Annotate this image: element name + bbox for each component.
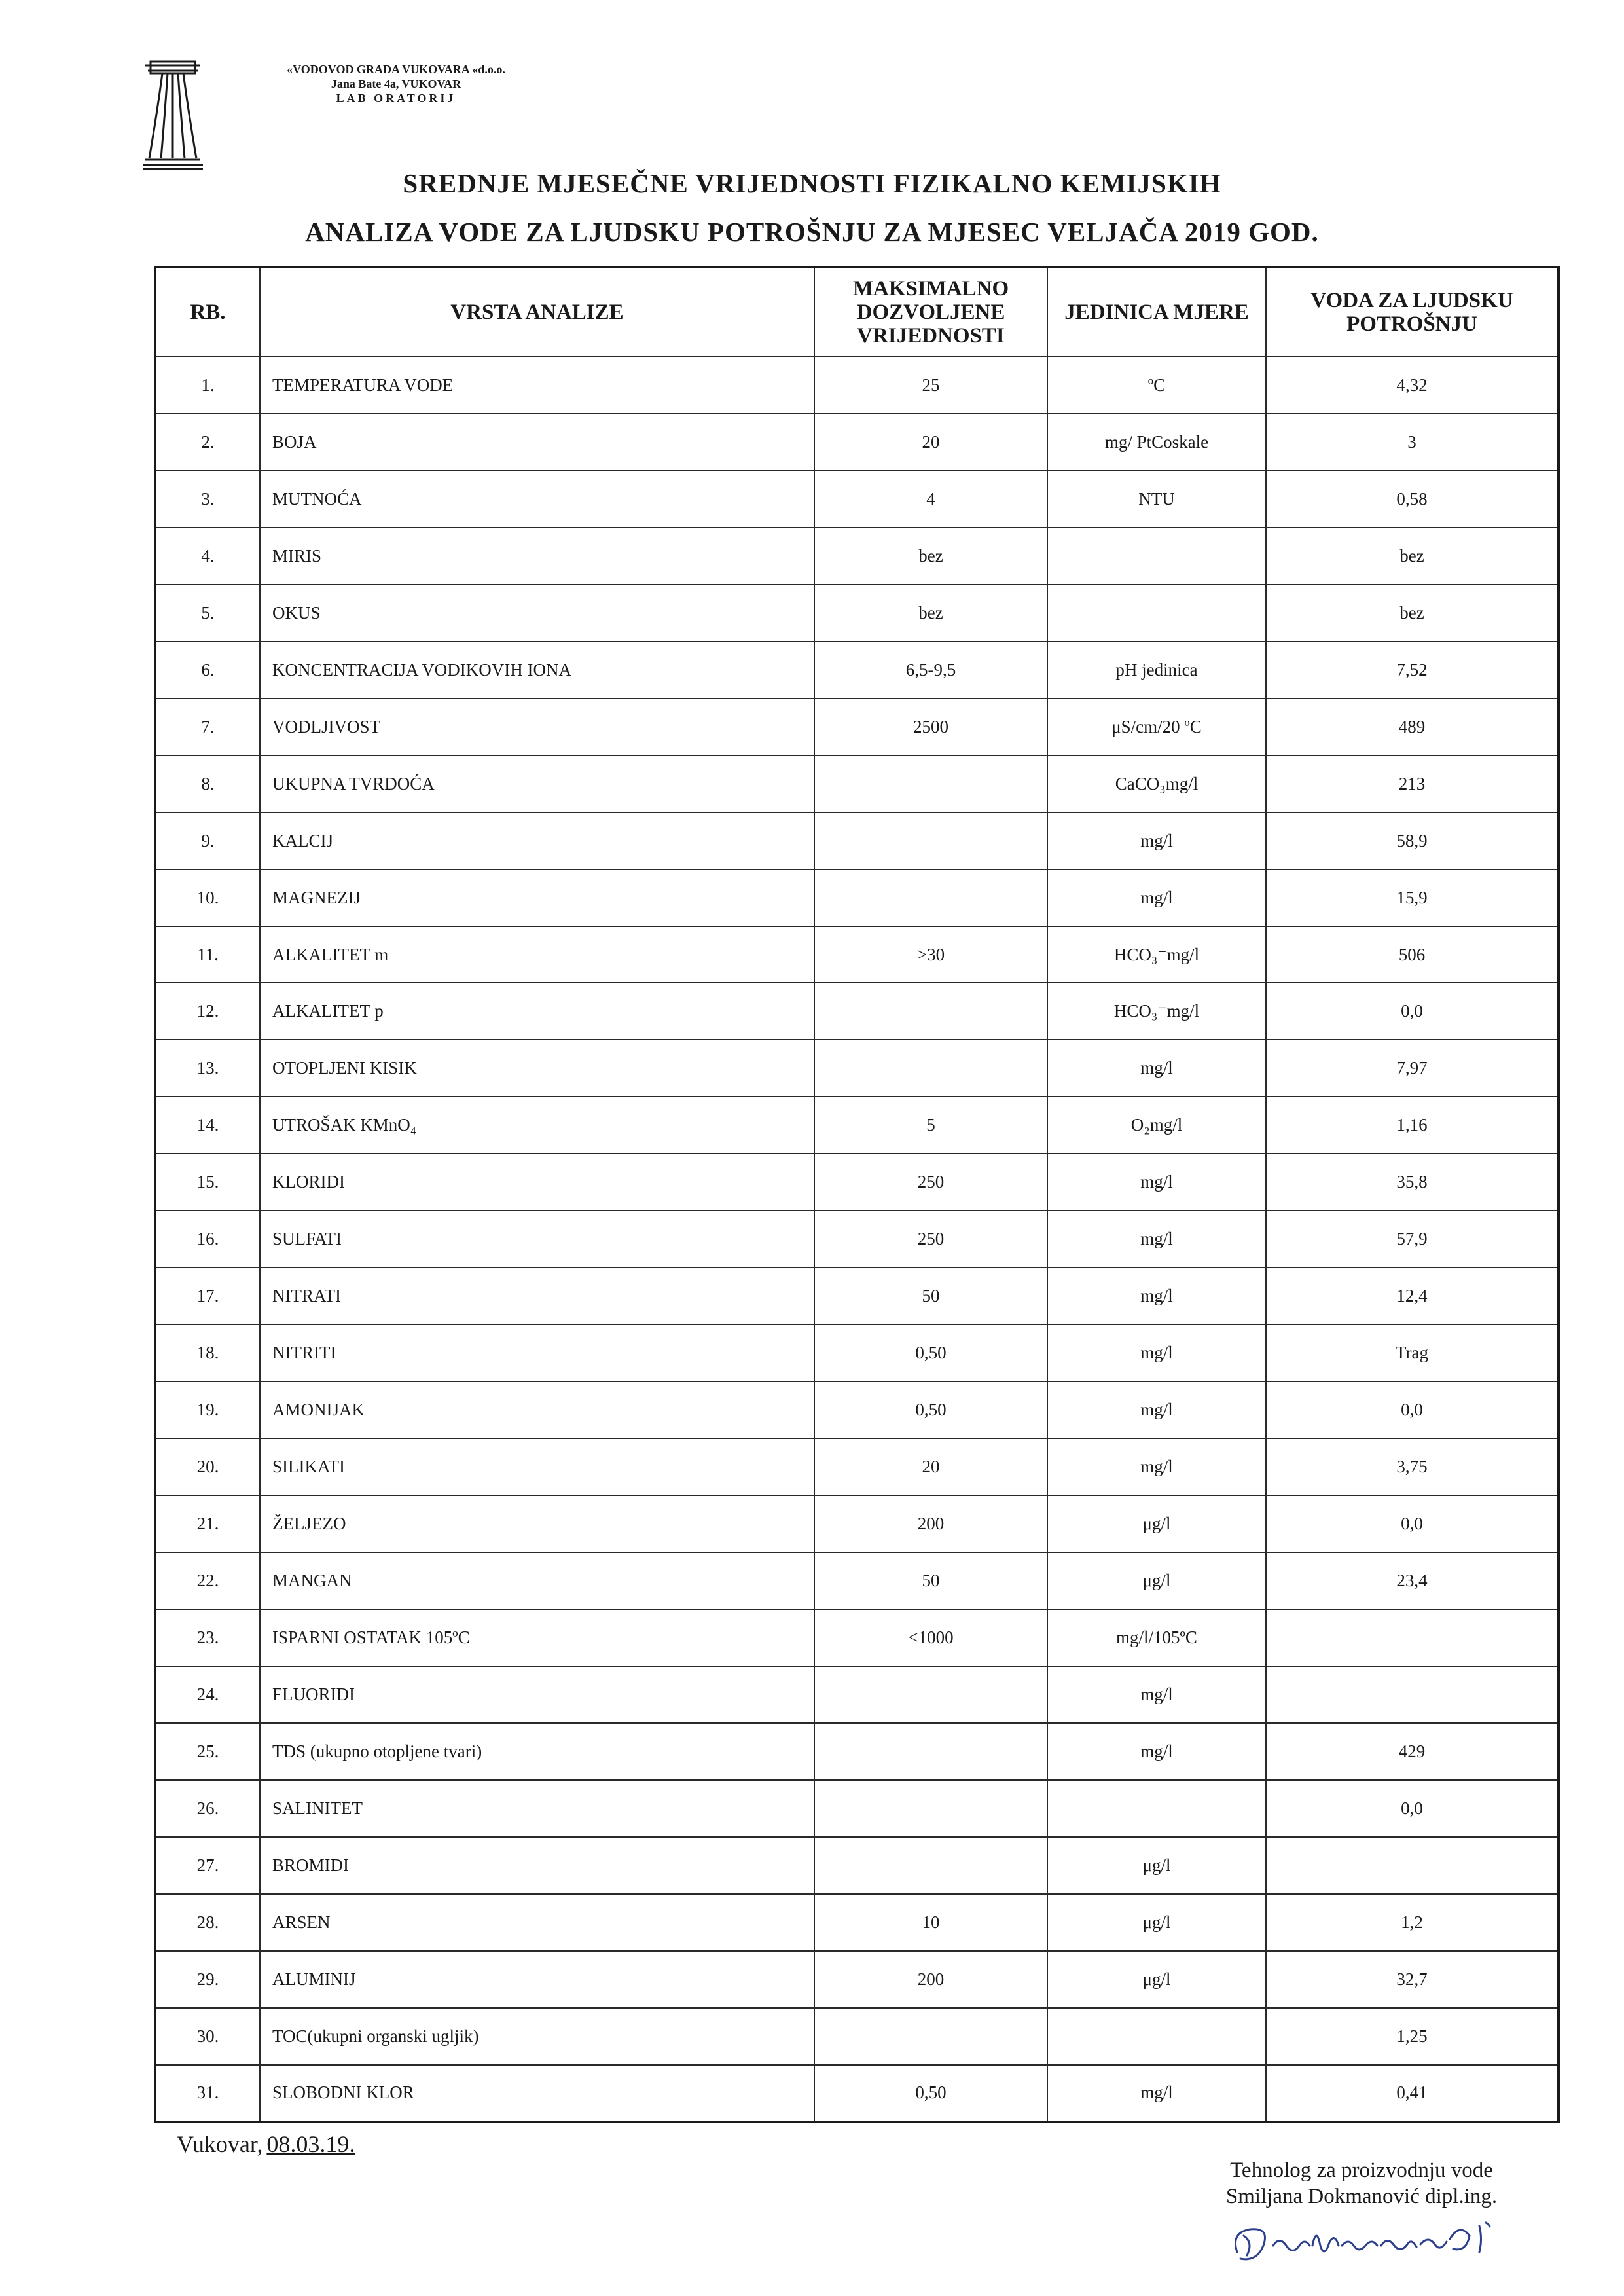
max-allowed-value [814, 756, 1047, 812]
table-row [155, 983, 1559, 1040]
row-number: 7. [155, 699, 260, 756]
unit-of-measure: HCO₃⁻mg/l [1047, 983, 1266, 1040]
unit-of-measure: mg/l [1047, 1381, 1266, 1438]
unit-of-measure: μg/l [1047, 1951, 1266, 2008]
row-number: 31. [155, 2065, 260, 2122]
analysis-name: OTOPLJENI KISIK [260, 1040, 814, 1097]
header-unit: JEDINICA MJERE [1047, 267, 1266, 357]
max-allowed-value [814, 2008, 1047, 2065]
unit-of-measure: O₂mg/l [1047, 1097, 1266, 1154]
max-allowed-value [814, 1666, 1047, 1723]
row-number: 15. [155, 1154, 260, 1211]
signer-role: Tehnolog za proizvodnju vode [1230, 2159, 1493, 2182]
row-number: 23. [155, 1609, 260, 1666]
measured-value: 0,41 [1266, 2065, 1559, 2122]
analysis-name: NITRITI [260, 1324, 814, 1381]
measured-value [1266, 1837, 1559, 1894]
measured-value: 0,58 [1266, 471, 1559, 528]
max-allowed-value [814, 1780, 1047, 1837]
max-allowed-value: 200 [814, 1495, 1047, 1552]
max-allowed-value [814, 1837, 1047, 1894]
analysis-name: ALKALITET p [260, 983, 814, 1040]
max-allowed-value: 250 [814, 1211, 1047, 1267]
table-row [155, 528, 1559, 585]
header-max-allowed: MAKSIMALNO DOZVOLJENE VRIJEDNOSTI [814, 267, 1047, 357]
max-allowed-value [814, 983, 1047, 1040]
measured-value: 3 [1266, 414, 1559, 471]
row-number: 1. [155, 357, 260, 414]
max-allowed-value: <1000 [814, 1609, 1047, 1666]
unit-of-measure: μS/cm/20 ºC [1047, 699, 1266, 756]
table-row [155, 1780, 1559, 1837]
handwritten-signature-icon [1224, 2206, 1525, 2278]
max-allowed-value [814, 1040, 1047, 1097]
unit-of-measure: mg/l [1047, 1438, 1266, 1495]
analysis-name: TDS (ukupno otopljene tvari) [260, 1723, 814, 1780]
analysis-name: BROMIDI [260, 1837, 814, 1894]
max-allowed-value [814, 812, 1047, 869]
table-row [155, 2008, 1559, 2065]
table-row [155, 926, 1559, 983]
unit-of-measure: mg/l/105ºC [1047, 1609, 1266, 1666]
table-row [155, 1723, 1559, 1780]
row-number: 8. [155, 756, 260, 812]
unit-of-measure: μg/l [1047, 1552, 1266, 1609]
table-row [155, 1154, 1559, 1211]
signature-block [1178, 2157, 1545, 2210]
row-number: 14. [155, 1097, 260, 1154]
max-allowed-value [814, 1723, 1047, 1780]
max-allowed-value [814, 869, 1047, 926]
table-row [155, 1267, 1559, 1324]
unit-of-measure: mg/l [1047, 1723, 1266, 1780]
table-row [155, 1609, 1559, 1666]
analysis-name: UKUPNA TVRDOĆA [260, 756, 814, 812]
unit-of-measure [1047, 585, 1266, 642]
measured-value: 0,0 [1266, 1780, 1559, 1837]
max-allowed-value: 4 [814, 471, 1047, 528]
unit-of-measure: HCO₃⁻mg/l [1047, 926, 1266, 983]
row-number: 10. [155, 869, 260, 926]
row-number: 18. [155, 1324, 260, 1381]
max-allowed-value: 5 [814, 1097, 1047, 1154]
analysis-name: KONCENTRACIJA VODIKOVIH IONA [260, 642, 814, 699]
analysis-name: ISPARNI OSTATAK 105ºC [260, 1609, 814, 1666]
analysis-name: TOC(ukupni organski ugljik) [260, 2008, 814, 2065]
measured-value: 489 [1266, 699, 1559, 756]
measured-value: 0,0 [1266, 1381, 1559, 1438]
row-number: 28. [155, 1894, 260, 1951]
max-allowed-value: 2500 [814, 699, 1047, 756]
unit-of-measure: mg/l [1047, 1040, 1266, 1097]
row-number: 22. [155, 1552, 260, 1609]
row-number: 20. [155, 1438, 260, 1495]
analysis-name: OKUS [260, 585, 814, 642]
unit-of-measure [1047, 1780, 1266, 1837]
measured-value: 1,2 [1266, 1894, 1559, 1951]
row-number: 6. [155, 642, 260, 699]
measured-value [1266, 1666, 1559, 1723]
table-row [155, 357, 1559, 414]
measured-value: 58,9 [1266, 812, 1559, 869]
table-row [155, 1381, 1559, 1438]
unit-of-measure: mg/l [1047, 1211, 1266, 1267]
table-row [155, 1951, 1559, 2008]
unit-of-measure: mg/l [1047, 1666, 1266, 1723]
table-row [155, 1438, 1559, 1495]
max-allowed-value: 50 [814, 1267, 1047, 1324]
table-row [155, 1211, 1559, 1267]
analysis-name: AMONIJAK [260, 1381, 814, 1438]
table-row [155, 869, 1559, 926]
row-number: 25. [155, 1723, 260, 1780]
org-address: Jana Bate 4a, VUKOVAR [331, 77, 461, 90]
analysis-table [154, 266, 1560, 2123]
row-number: 24. [155, 1666, 260, 1723]
table-row [155, 1552, 1559, 1609]
analysis-name: NITRATI [260, 1267, 814, 1324]
analysis-name: MANGAN [260, 1552, 814, 1609]
analysis-name: MIRIS [260, 528, 814, 585]
measured-value: 35,8 [1266, 1154, 1559, 1211]
max-allowed-value: 20 [814, 414, 1047, 471]
analysis-name: ARSEN [260, 1894, 814, 1951]
table-row [155, 1666, 1559, 1723]
row-number: 17. [155, 1267, 260, 1324]
measured-value: 12,4 [1266, 1267, 1559, 1324]
analysis-name: UTROŠAK KMnO₄ [260, 1097, 814, 1154]
max-allowed-value: 0,50 [814, 2065, 1047, 2122]
row-number: 19. [155, 1381, 260, 1438]
table-row [155, 1837, 1559, 1894]
measured-value: 32,7 [1266, 1951, 1559, 2008]
row-number: 26. [155, 1780, 260, 1837]
table-row [155, 812, 1559, 869]
max-allowed-value: 25 [814, 357, 1047, 414]
table-row [155, 642, 1559, 699]
analysis-name: MAGNEZIJ [260, 869, 814, 926]
measured-value [1266, 1609, 1559, 1666]
row-number: 27. [155, 1837, 260, 1894]
place-date [177, 2130, 355, 2158]
row-number: 5. [155, 585, 260, 642]
analysis-name: FLUORIDI [260, 1666, 814, 1723]
signer-name: Smiljana Dokmanović dipl.ing. [1225, 2185, 1498, 2208]
date-value: 08.03.19. [266, 2131, 355, 2157]
measured-value: 1,25 [1266, 2008, 1559, 2065]
analysis-name: SULFATI [260, 1211, 814, 1267]
measured-value: 23,4 [1266, 1552, 1559, 1609]
document-title-line1: SREDNJE MJESEČNE VRIJEDNOSTI FIZIKALNO KEMIJSKIH [403, 168, 1221, 198]
measured-value: 0,0 [1266, 983, 1559, 1040]
analysis-name: ALUMINIJ [260, 1951, 814, 2008]
unit-of-measure: mg/l [1047, 869, 1266, 926]
unit-of-measure: μg/l [1047, 1894, 1266, 1951]
analysis-name: VODLJIVOST [260, 699, 814, 756]
org-department: LAB ORATORIJ [336, 92, 456, 105]
unit-of-measure: mg/l [1047, 1267, 1266, 1324]
document-title-line2: ANALIZA VODE ZA LJUDSKU POTROŠNJU ZA MJESEC VELJAČA 2019 GOD. [305, 217, 1319, 247]
measured-value: Trag [1266, 1324, 1559, 1381]
table-row [155, 699, 1559, 756]
table-row [155, 1324, 1559, 1381]
unit-of-measure: mg/l [1047, 812, 1266, 869]
max-allowed-value: 20 [814, 1438, 1047, 1495]
analysis-name: SILIKATI [260, 1438, 814, 1495]
measured-value: 506 [1266, 926, 1559, 983]
max-allowed-value: 10 [814, 1894, 1047, 1951]
row-number: 13. [155, 1040, 260, 1097]
unit-of-measure [1047, 528, 1266, 585]
max-allowed-value: >30 [814, 926, 1047, 983]
unit-of-measure: μg/l [1047, 1837, 1266, 1894]
row-number: 2. [155, 414, 260, 471]
table-row [155, 1894, 1559, 1951]
unit-of-measure [1047, 2008, 1266, 2065]
max-allowed-value: 200 [814, 1951, 1047, 2008]
max-allowed-value: 50 [814, 1552, 1047, 1609]
measured-value: 0,0 [1266, 1495, 1559, 1552]
org-name: «VODOVOD GRADA VUKOVARA «d.o.o. [287, 63, 505, 76]
row-number: 3. [155, 471, 260, 528]
table-body [155, 357, 1559, 2122]
unit-of-measure: mg/l [1047, 1324, 1266, 1381]
measured-value: 3,75 [1266, 1438, 1559, 1495]
city-label: Vukovar, [177, 2131, 263, 2157]
organization-header [226, 62, 566, 105]
unit-of-measure: mg/ PtCoskale [1047, 414, 1266, 471]
unit-of-measure: μg/l [1047, 1495, 1266, 1552]
analysis-name: MUTNOĆA [260, 471, 814, 528]
measured-value: 4,32 [1266, 357, 1559, 414]
analysis-name: SALINITET [260, 1780, 814, 1837]
max-allowed-value: 250 [814, 1154, 1047, 1211]
max-allowed-value: 0,50 [814, 1324, 1047, 1381]
table-row [155, 471, 1559, 528]
analysis-name: KALCIJ [260, 812, 814, 869]
measured-value: 213 [1266, 756, 1559, 812]
table-row [155, 1040, 1559, 1097]
row-number: 29. [155, 1951, 260, 2008]
max-allowed-value: 6,5-9,5 [814, 642, 1047, 699]
row-number: 30. [155, 2008, 260, 2065]
unit-of-measure: NTU [1047, 471, 1266, 528]
table-row [155, 1097, 1559, 1154]
table-row [155, 414, 1559, 471]
analysis-name: BOJA [260, 414, 814, 471]
table-header-row [155, 267, 1559, 357]
table-row [155, 1495, 1559, 1552]
row-number: 4. [155, 528, 260, 585]
measured-value: 15,9 [1266, 869, 1559, 926]
row-number: 11. [155, 926, 260, 983]
measured-value: 429 [1266, 1723, 1559, 1780]
row-number: 21. [155, 1495, 260, 1552]
row-number: 12. [155, 983, 260, 1040]
table-row [155, 756, 1559, 812]
table-row [155, 2065, 1559, 2122]
header-rb: RB. [155, 267, 260, 357]
measured-value: 57,9 [1266, 1211, 1559, 1267]
max-allowed-value: bez [814, 585, 1047, 642]
row-number: 16. [155, 1211, 260, 1267]
unit-of-measure: pH jedinica [1047, 642, 1266, 699]
analysis-name: KLORIDI [260, 1154, 814, 1211]
measured-value: 7,52 [1266, 642, 1559, 699]
max-allowed-value: 0,50 [814, 1381, 1047, 1438]
measured-value: 7,97 [1266, 1040, 1559, 1097]
measured-value: bez [1266, 528, 1559, 585]
unit-of-measure: ºC [1047, 357, 1266, 414]
unit-of-measure: mg/l [1047, 2065, 1266, 2122]
measured-value: bez [1266, 585, 1559, 642]
analysis-name: ŽELJEZO [260, 1495, 814, 1552]
header-analysis-type: VRSTA ANALIZE [260, 267, 814, 357]
max-allowed-value: bez [814, 528, 1047, 585]
water-tower-logo-icon [143, 60, 203, 172]
table-row [155, 585, 1559, 642]
analysis-name: ALKALITET m [260, 926, 814, 983]
header-value: VODA ZA LJUDSKU POTROŠNJU [1266, 267, 1559, 357]
analysis-name: SLOBODNI KLOR [260, 2065, 814, 2122]
analysis-name: TEMPERATURA VODE [260, 357, 814, 414]
unit-of-measure: CaCO₃mg/l [1047, 756, 1266, 812]
measured-value: 1,16 [1266, 1097, 1559, 1154]
unit-of-measure: mg/l [1047, 1154, 1266, 1211]
row-number: 9. [155, 812, 260, 869]
